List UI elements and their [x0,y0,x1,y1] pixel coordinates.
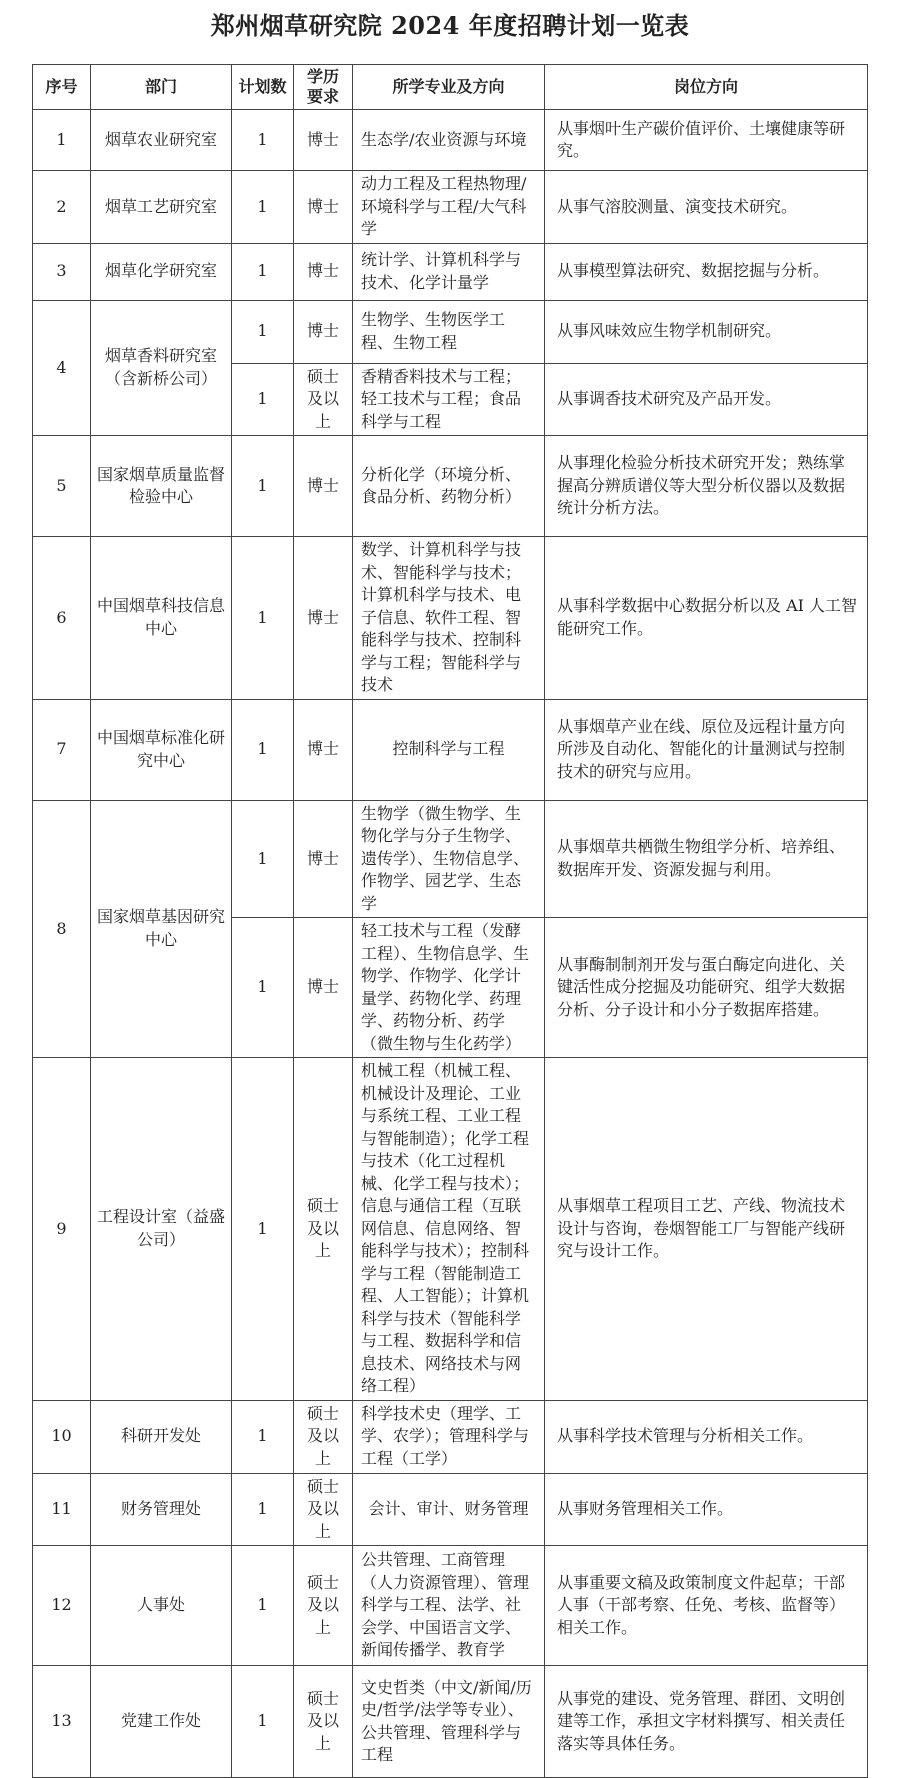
table-row [33,110,868,171]
cell-major: 科学技术史（理学、工学、农学）；管理科学与工程（工学） [353,1400,545,1473]
cell-major: 生物学、生物医学工程、生物工程 [353,300,545,363]
cell-department: 烟草工艺研究室 [91,171,232,244]
cell-position: 从事烟草共栖微生物组学分析、培养组、数据库开发、资源发掘与利用。 [545,800,868,918]
cell-position: 从事风味效应生物学机制研究。 [545,300,868,363]
header-index: 序号 [33,65,91,110]
cell-position: 从事酶制制剂开发与蛋白酶定向进化、关键活性成分挖掘及功能研究、组学大数据分析、分子设计和小分子数据库搭建。 [545,918,868,1058]
header-plan-count: 计划数 [232,65,294,110]
cell-education: 硕士及以上 [294,1473,353,1546]
table-row [33,300,868,363]
cell-plan: 1 [232,300,294,363]
header-education: 学历要求 [294,65,353,110]
cell-index: 5 [33,436,91,537]
cell-index: 9 [33,1058,91,1401]
cell-index: 8 [33,800,91,1058]
cell-index: 6 [33,537,91,700]
cell-major: 统计学、计算机科学与技术、化学计量学 [353,243,545,300]
cell-department: 工程设计室（益盛公司） [91,1058,232,1401]
cell-position: 从事调香技术研究及产品开发。 [545,363,868,436]
cell-plan: 1 [232,436,294,537]
cell-index: 10 [33,1400,91,1473]
cell-department: 科研开发处 [91,1400,232,1473]
cell-major: 公共管理、工商管理（人力资源管理）、管理科学与工程、法学、社会学、中国语言文学、新闻传播学、教育学 [353,1546,545,1666]
cell-index: 1 [33,110,91,171]
cell-major: 会计、审计、财务管理 [353,1473,545,1546]
cell-major: 分析化学（环境分析、食品分析、药物分析） [353,436,545,537]
cell-position: 从事烟叶生产碳价值评价、土壤健康等研究。 [545,110,868,171]
cell-education: 博士 [294,537,353,700]
recruitment-table [32,64,868,1778]
cell-position: 从事模型算法研究、数据挖掘与分析。 [545,243,868,300]
table-row [33,699,868,800]
table-row [33,243,868,300]
cell-plan: 1 [232,110,294,171]
cell-major: 轻工技术与工程（发酵工程）、生物信息学、生物学、作物学、化学计量学、药物化学、药理学、药物分析、药学（微生物与生化药学） [353,918,545,1058]
table-row [33,1473,868,1546]
cell-major: 动力工程及工程热物理/环境科学与工程/大气科学 [353,171,545,244]
cell-index: 4 [33,300,91,436]
cell-plan: 1 [232,800,294,918]
cell-plan: 1 [232,171,294,244]
table-row [33,1666,868,1778]
cell-education: 博士 [294,243,353,300]
cell-plan: 1 [232,1058,294,1401]
cell-education: 硕士及以上 [294,1666,353,1778]
cell-index: 11 [33,1473,91,1546]
cell-position: 从事烟草产业在线、原位及远程计量方向所涉及自动化、智能化的计量测试与控制技术的研究与应用。 [545,699,868,800]
cell-index: 7 [33,699,91,800]
cell-major: 香精香料技术与工程；轻工技术与工程；食品科学与工程 [353,363,545,436]
cell-position: 从事理化检验分析技术研究开发；熟练掌握高分辨质谱仪等大型分析仪器以及数据统计分析方法。 [545,436,868,537]
cell-position: 从事科学数据中心数据分析以及 AI 人工智能研究工作。 [545,537,868,700]
table-row [33,1546,868,1666]
table-header-row [33,65,868,110]
cell-plan: 1 [232,1473,294,1546]
cell-education: 硕士及以上 [294,1400,353,1473]
cell-major: 文史哲类（中文/新闻/历史/哲学/法学等专业）、公共管理、管理科学与工程 [353,1666,545,1778]
cell-education: 博士 [294,171,353,244]
table-row [33,800,868,918]
cell-department: 人事处 [91,1546,232,1666]
cell-plan: 1 [232,243,294,300]
cell-plan: 1 [232,1666,294,1778]
table-row [33,537,868,700]
cell-department: 财务管理处 [91,1473,232,1546]
cell-index: 12 [33,1546,91,1666]
cell-plan: 1 [232,1546,294,1666]
header-department: 部门 [91,65,232,110]
cell-education: 博士 [294,800,353,918]
cell-plan: 1 [232,918,294,1058]
cell-department: 烟草农业研究室 [91,110,232,171]
cell-major: 控制科学与工程 [353,699,545,800]
cell-education: 硕士及以上 [294,1546,353,1666]
cell-index: 13 [33,1666,91,1778]
cell-education: 博士 [294,110,353,171]
cell-department: 党建工作处 [91,1666,232,1778]
cell-major: 机械工程（机械工程、机械设计及理论、工业与系统工程、工业工程与智能制造）；化学工程与技术（化工过程机械、化学工程与技术）；信息与通信工程（互联网信息、信息网络、智能科学与技术）；控制科学与工程（智能制造工程、人工智能）；计算机科学与技术（智能科学与工程、数据科学和信息技术、网络技术与网络工程） [353,1058,545,1401]
cell-plan: 1 [232,1400,294,1473]
cell-education: 博士 [294,918,353,1058]
cell-department: 中国烟草科技信息中心 [91,537,232,700]
cell-department: 国家烟草基因研究中心 [91,800,232,1058]
cell-plan: 1 [232,537,294,700]
cell-index: 2 [33,171,91,244]
cell-plan: 1 [232,699,294,800]
cell-position: 从事科学技术管理与分析相关工作。 [545,1400,868,1473]
cell-department: 烟草化学研究室 [91,243,232,300]
cell-position: 从事党的建设、党务管理、群团、文明创建等工作，承担文字材料撰写、相关责任落实等具体任务。 [545,1666,868,1778]
cell-major: 生态学/农业资源与环境 [353,110,545,171]
table-row [33,171,868,244]
cell-department: 国家烟草质量监督检验中心 [91,436,232,537]
cell-position: 从事烟草工程项目工艺、产线、物流技术设计与咨询，卷烟智能工厂与智能产线研究与设计工作。 [545,1058,868,1401]
cell-education: 硕士及以上 [294,1058,353,1401]
cell-index: 3 [33,243,91,300]
cell-plan: 1 [232,363,294,436]
cell-education: 博士 [294,699,353,800]
header-major: 所学专业及方向 [353,65,545,110]
cell-position: 从事财务管理相关工作。 [545,1473,868,1546]
cell-position: 从事气溶胶测量、演变技术研究。 [545,171,868,244]
cell-major: 数学、计算机科学与技术、智能科学与技术；计算机科学与技术、电子信息、软件工程、智能科学与技术、控制科学与工程；智能科学与技术 [353,537,545,700]
cell-position: 从事重要文稿及政策制度文件起草；干部人事（干部考察、任免、考核、监督等）相关工作。 [545,1546,868,1666]
cell-education: 硕士及以上 [294,363,353,436]
header-position: 岗位方向 [545,65,868,110]
cell-education: 博士 [294,300,353,363]
page-title: 郑州烟草研究院 2024 年度招聘计划一览表 [210,11,690,40]
cell-department: 中国烟草标准化研究中心 [91,699,232,800]
table-row [33,1058,868,1401]
cell-department: 烟草香料研究室（含新桥公司） [91,300,232,436]
cell-major: 生物学（微生物学、生物化学与分子生物学、遗传学）、生物信息学、作物学、园艺学、生态学 [353,800,545,918]
table-row [33,1400,868,1473]
cell-education: 博士 [294,436,353,537]
table-row [33,436,868,537]
